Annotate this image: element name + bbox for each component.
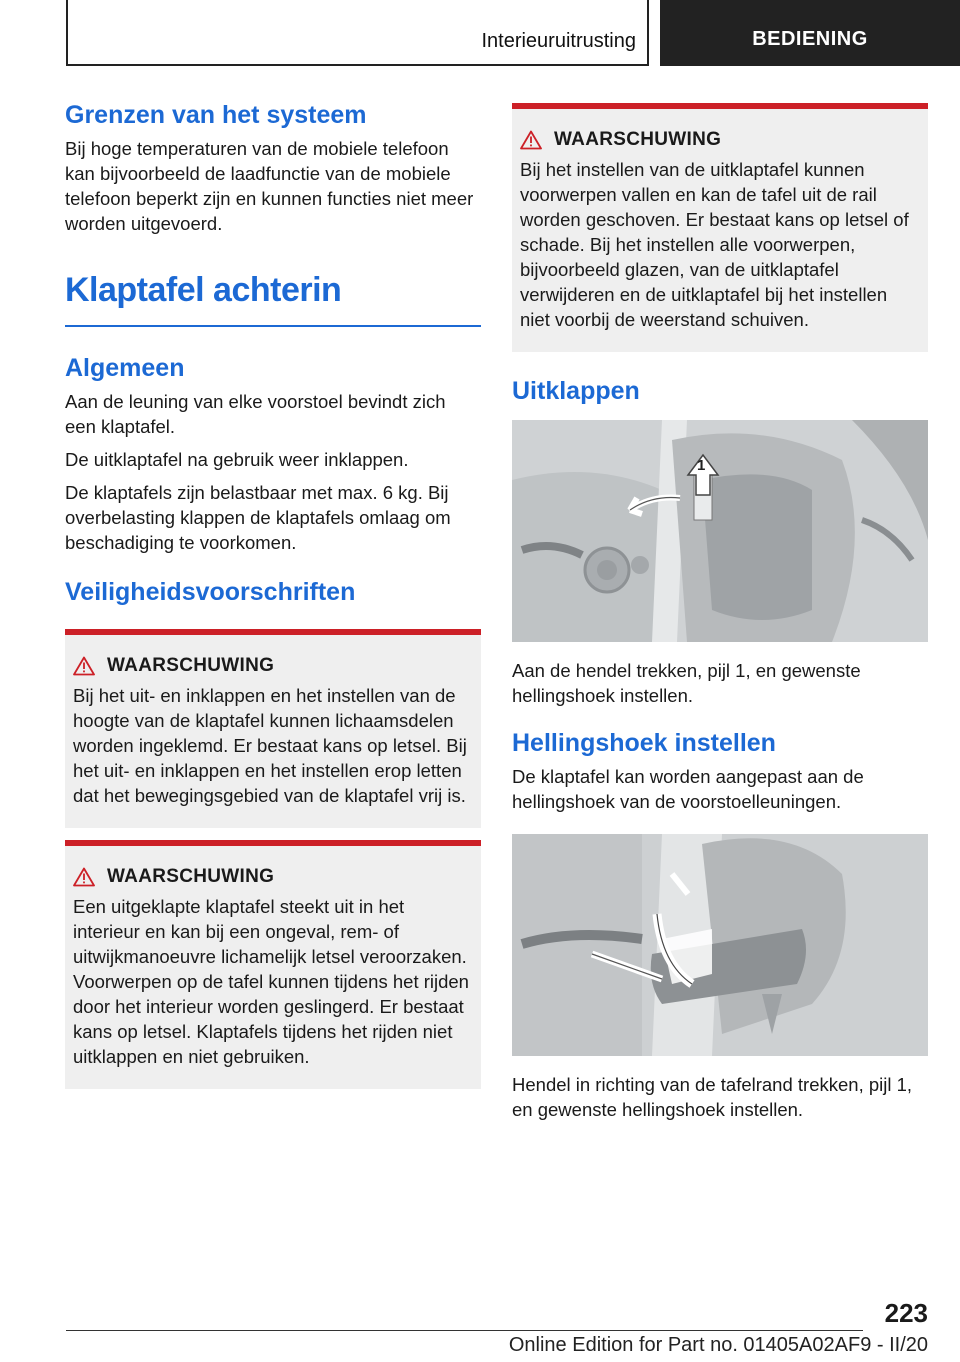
general-paragraph-3: De klaptafels zijn belastbaar met max. 6 kg. Bij overbelasting klappen de klaptafels omlaag om beschadiging te voorkomen. [65,481,451,553]
warning-text: Een uitgeklapte klaptafel steekt uit in het interieur en kan bij een ongeval, rem- of uitwijkmanoeuvre lichamelijk letsel veroorzaken. Voorwerpen op de tafel kunnen tijdens het rijden door het interieur worden geslingerd. Er bestaat kans op letsel. Klaptafels tijdens het rijden niet uitklappen en niet gebruiken. [73,895,469,1067]
edition-line: Online Edition for Part no. 01405A02AF9 - II/20 [508,1334,928,1356]
header-chapter-label: BEDIENING [752,27,868,50]
warning-box-2 [65,840,481,1089]
warning-title: WAARSCHUWING [107,865,275,887]
tilt-text: De klaptafel kan worden aangepast aan de hellingshoek van de voorstoelleuningen. [512,766,864,812]
header-underline [66,64,649,66]
footer-rule [66,1330,863,1331]
unfold-heading: Uitklappen [512,377,640,405]
general-paragraph-2: De uitklaptafel na gebruik weer inklappen. [65,448,409,470]
warning-text: Bij het instellen van de uitklaptafel kunnen voorwerpen vallen en kan de tafel uit de rail worden geschoven. Er bestaat kans op letsel of schade. Bij het instellen alle voorwerpen, bijvoorbeeld glazen, van de uitklaptafel verwijderen en de uitklaptafel bij het instellen niet voorbij de weerstand schuiven. [520,159,909,330]
tilt-illustration [512,834,928,1056]
warning-triangle-icon [73,656,95,676]
tilt-caption: Hendel in richting van de tafelrand trekken, pijl 1, en gewenste hellingshoek instellen. [512,1074,913,1120]
warning-box-3 [512,103,928,352]
figure-unfold-table [512,420,928,642]
figure-arrow-number: 1 [697,457,706,474]
safety-heading: Veiligheidsvoorschriften [65,577,356,606]
limits-heading: Grenzen van het systeem [65,101,367,129]
header-chapter-tab [660,0,960,66]
general-heading: Algemeen [65,353,185,382]
warning-title: WAARSCHUWING [107,654,275,676]
header-section-title: Interieuruitrusting [481,30,636,52]
warning-triangle-icon [520,130,542,150]
seat-table-illustration [512,420,928,642]
unfold-text: Aan de hendel trekken, pijl 1, en gewenste hellingshoek instellen. [512,660,861,706]
warning-triangle-icon [73,867,95,887]
right-column [512,103,928,1130]
warning-title: WAARSCHUWING [554,129,722,150]
warning-text: Bij het uit- en inklappen en het instellen van de hoogte van de klaptafel kunnen lichaamsdelen worden ingeklemd. Er bestaat kans op letsel. Bij het uit- en inklappen en het instellen erop letten dat het bewegingsgebied van de klaptafel vrij is. [73,684,467,806]
figure-tilt-table [512,834,928,1056]
general-paragraph-1: Aan de leuning van elke voorstoel bevindt zich een klaptafel. [65,390,446,437]
limits-text: Bij hoge temperaturen van de mobiele telefoon kan bijvoorbeeld de laadfunctie van de mobiele telefoon beperkt zijn en kunnen functies niet meer worden uitgevoerd. [65,138,474,234]
tilt-heading: Hellingshoek instellen [512,729,776,757]
left-column [65,100,481,1089]
title-rule [65,325,481,327]
warning-box-1 [65,629,481,828]
page-title: Klaptafel achterin [65,271,342,309]
header-divider-left [66,0,68,66]
page-number: 223 [884,1298,928,1328]
header-divider-right [647,0,649,66]
